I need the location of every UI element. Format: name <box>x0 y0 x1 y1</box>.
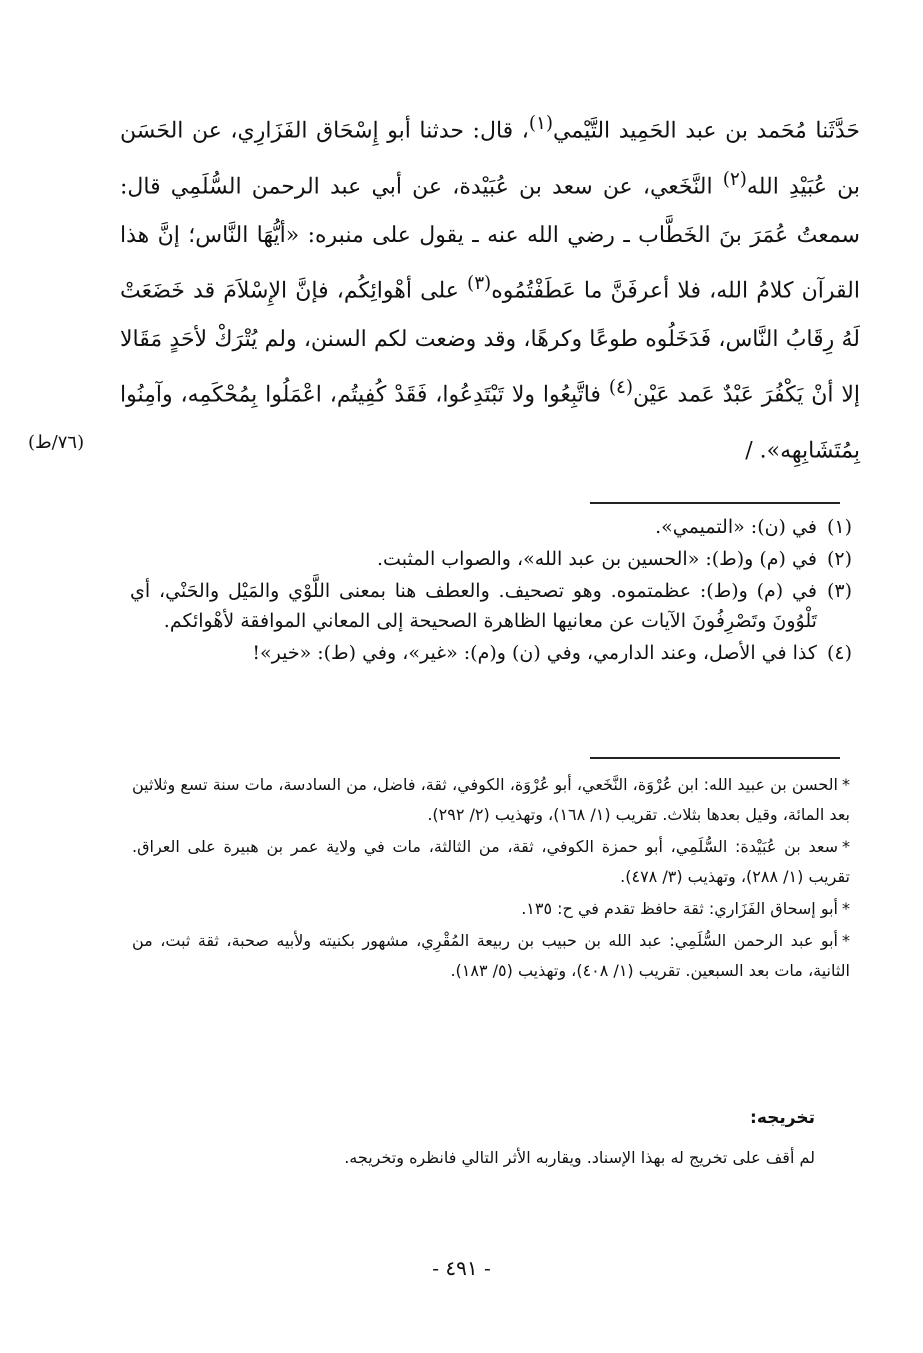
bio-star: * <box>842 931 850 950</box>
footnote-text: في (ن): «التميمي». <box>655 516 817 538</box>
bios-divider <box>590 757 840 759</box>
main-text-part: على أهْوائِكُم، فإنَّ الإِسْلاَمَ قد خَضَعَتْ لَهُ رِقَابُ النَّاس، فَدَخَلُوه طوعًا وكرهًا، وقد وضعت لكم السنن، ولم يُتْرَكْ لأحَدٍ مَقَالا إلا أنْ يَكْفُرَ عَبْدٌ عَمد عَيْن <box>120 278 861 408</box>
narrator-bio <box>132 894 850 924</box>
main-text-block <box>120 100 860 476</box>
takhrij-text: لم أقف على تخريج له بهذا الإسناد. ويقاربه الأثر التالي فانظره وتخريجه. <box>344 1148 815 1167</box>
main-text-part: فاتَّبِعُوا ولا تَبْتَدِعُوا، فَقَدْ كُفِيتُم، اعْمَلُوا بِمُحْكَمِه، وآمِنُوا بِمُتَشَابِهِه». / <box>120 382 860 464</box>
footnote-number: (٢) <box>826 548 852 570</box>
takhrij-heading: تخريجه: <box>750 1108 815 1128</box>
bio-star: * <box>842 775 850 794</box>
footnote <box>130 512 852 542</box>
footnote-text: في (م) و(ط): عظمتموه. وهو تصحيف. والعطف هنا بمعنى اللَّوْي والمَيْل والحَنْي، أي تَلْوُونَ وتَصْرِفُونَ الآيات عن معانيها الظاهرة الصحيحة إلى المعاني الموافقة لأهْوائكم. <box>130 580 817 632</box>
footnote-text: في (م) و(ط): «الحسين بن عبد الله»، والصواب المثبت. <box>377 548 817 570</box>
footnotes-block <box>130 512 852 670</box>
footnote-number: (٣) <box>826 580 852 602</box>
hadith-paragraph <box>120 100 860 476</box>
margin-reference: (٧٦/ط) <box>28 432 85 453</box>
bio-star: * <box>842 899 850 918</box>
footnote-marker: (٣) <box>467 273 492 295</box>
bio-text: سعد بن عُبَيْدة: السُّلَمِي، أبو حمزة الكوفي، ثقة، من الثالثة، مات في ولاية عمر بن هبيرة على العراق. تقريب (١/ ٢٨٨)، وتهذيب (٣/ ٤٧٨). <box>132 837 850 886</box>
footnote-number: (١) <box>826 516 852 538</box>
bio-text: الحسن بن عبيد الله: ابن عُرْوَة، النَّخَعي، أبو عُرْوَة، الكوفي، ثقة، فاضل، من السادسة، مات سنة تسع وثلاثين بعد المائة، وقيل بعدها بثلاث. تقريب (١/ ١٦٨)، وتهذيب (٢/ ٢٩٢). <box>132 775 850 824</box>
footnote <box>130 638 852 668</box>
narrator-bio <box>132 770 850 830</box>
bio-star: * <box>842 837 850 856</box>
main-text-part: ، قال: حدثنا أبو إِسْحَاق الفَزَارِي، عن الحَسَن بن عُبَيْدِ الله <box>120 118 860 200</box>
page-number: - ٤٩١ - <box>432 1256 491 1280</box>
footnote <box>130 544 852 574</box>
footnote-marker: (٢) <box>722 168 747 190</box>
bio-text: أبو إسحاق الفَزَاري: ثقة حافظ تقدم في ح: ١٣٥. <box>521 899 838 918</box>
footnote-text: كذا في الأصل، وعند الدارمي، وفي (ن) و(م): «غير»، وفي (ط): «خير»! <box>252 642 817 664</box>
footnote-divider <box>590 502 840 504</box>
footnote-marker: (١) <box>528 113 554 134</box>
main-text-part: حَدَّثَنا مُحَمد بن عبد الحَمِيد التَّيْمي <box>553 118 860 144</box>
bio-text: أبو عبد الرحمن السُّلَمِي: عبد الله بن حبيب بن ربيعة المُقْرِي، مشهور بكنيته ولأبيه صحبة، ثقة ثبت، من الثانية، مات بعد السبعين. تقريب (١/ ٤٠٨)، وتهذيب (٥/ ١٨٣). <box>132 931 850 980</box>
narrator-bio <box>132 926 850 986</box>
footnote-number: (٤) <box>826 642 852 664</box>
main-text-part: النَّخَعي، عن سعد بن عُبَيْدة، عن أبي عبد الرحمن السُّلَمِي قال: سمعتُ عُمَرَ بنَ الخَطَّاب ـ رضي الله عنه ـ يقول على منبره: «أيُّهَا النَّاس؛ إنَّ هذا القرآن كلامُ الله، فلا أعرفَنَّ ما عَطَفْتُمُوه <box>120 174 860 304</box>
footnote-marker: (٤) <box>608 377 633 399</box>
narrator-bio <box>132 832 850 892</box>
footnote <box>130 576 852 636</box>
narrator-bios <box>132 770 850 988</box>
